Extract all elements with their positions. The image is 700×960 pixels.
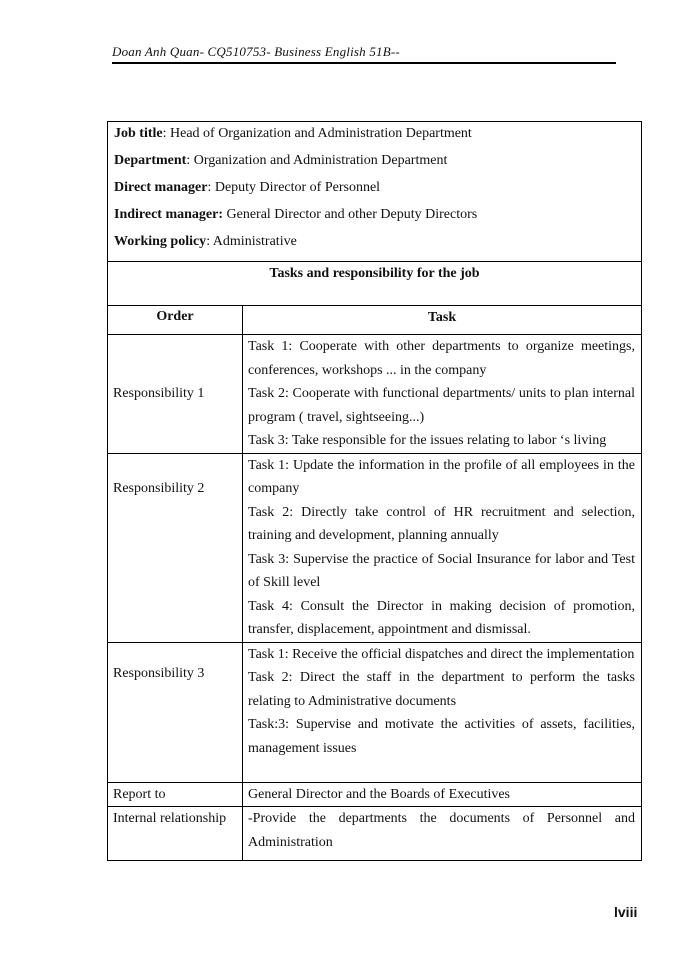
- working-policy-value: : Administrative: [206, 234, 297, 249]
- job-title-label: Job title: [114, 126, 163, 141]
- department-line: [114, 151, 635, 178]
- internal-relationship-row: [108, 807, 642, 861]
- task-item: Task 2: Direct the staff in the department to perform the tasks relating to Administrative documents: [248, 670, 635, 709]
- task-item: Task 3: Take responsible for the issues relating to labor ‘s living: [248, 433, 607, 448]
- responsibility-row: [108, 453, 642, 642]
- order-column-header: Order: [108, 306, 243, 335]
- task-item: Task 2: Directly take control of HR recruitment and selection, training and development, planning annually: [248, 504, 635, 543]
- responsibility-tasks: [243, 453, 642, 642]
- responsibility-tasks: [243, 642, 642, 782]
- direct-manager-line: [114, 178, 635, 205]
- direct-manager-value: : Deputy Director of Personnel: [207, 180, 381, 195]
- task-item: Task 3: Supervise the practice of Social Insurance for labor and Test of Skill level: [248, 551, 635, 590]
- task-item: Task 1: Receive the official dispatches and direct the implementation: [248, 646, 635, 662]
- task-item: Task 2: Cooperate with functional departments/ units to plan internal program ( travel, sightseeing...): [248, 386, 635, 425]
- report-to-row: [108, 782, 642, 807]
- indirect-manager-value: General Director and other Deputy Directors: [223, 207, 478, 222]
- section-title: Tasks and responsibility for the job: [108, 262, 642, 306]
- indirect-manager-label: Indirect manager:: [114, 207, 223, 222]
- responsibility-row: [108, 335, 642, 454]
- job-title-value: : Head of Organization and Administration Department: [162, 126, 472, 141]
- task-item: Task 1: Update the information in the profile of all employees in the company: [248, 457, 635, 496]
- responsibility-row: [108, 642, 642, 782]
- department-label: Department: [114, 153, 187, 168]
- working-policy-line: [114, 232, 635, 259]
- responsibility-label: Responsibility 1: [108, 335, 243, 454]
- job-info-cell: [108, 122, 642, 262]
- internal-relationship-value: -Provide the departments the documents of Personnel and Administration: [243, 807, 642, 861]
- info-row: [108, 122, 642, 262]
- section-title-row: [108, 262, 642, 306]
- report-to-label: Report to: [108, 782, 243, 807]
- task-column-header: Task: [243, 306, 642, 335]
- task-item: Task 1: Cooperate with other departments to organize meetings, conferences, workshops ... in the company: [248, 339, 635, 378]
- direct-manager-label: Direct manager: [114, 180, 208, 195]
- report-to-value: General Director and the Boards of Executives: [243, 782, 642, 807]
- responsibility-label: Responsibility 3: [108, 642, 243, 782]
- job-title-line: [114, 124, 635, 151]
- task-item: Task:3: Supervise and motivate the activities of assets, facilities, management issues: [248, 717, 635, 756]
- internal-relationship-label: Internal relationship: [108, 807, 243, 861]
- responsibility-tasks: [243, 335, 642, 454]
- page-number: lviii: [614, 904, 638, 920]
- task-item: Task 4: Consult the Director in making decision of promotion, transfer, displacement, appointment and dismissal.: [248, 598, 635, 637]
- working-policy-label: Working policy: [114, 234, 207, 249]
- column-header-row: [108, 306, 642, 335]
- job-description-table: [107, 121, 642, 861]
- responsibility-label: Responsibility 2: [108, 453, 243, 642]
- department-value: : Organization and Administration Department: [186, 153, 448, 168]
- indirect-manager-line: [114, 205, 635, 232]
- running-header: Doan Anh Quan- CQ510753- Business English 51B--: [112, 44, 616, 64]
